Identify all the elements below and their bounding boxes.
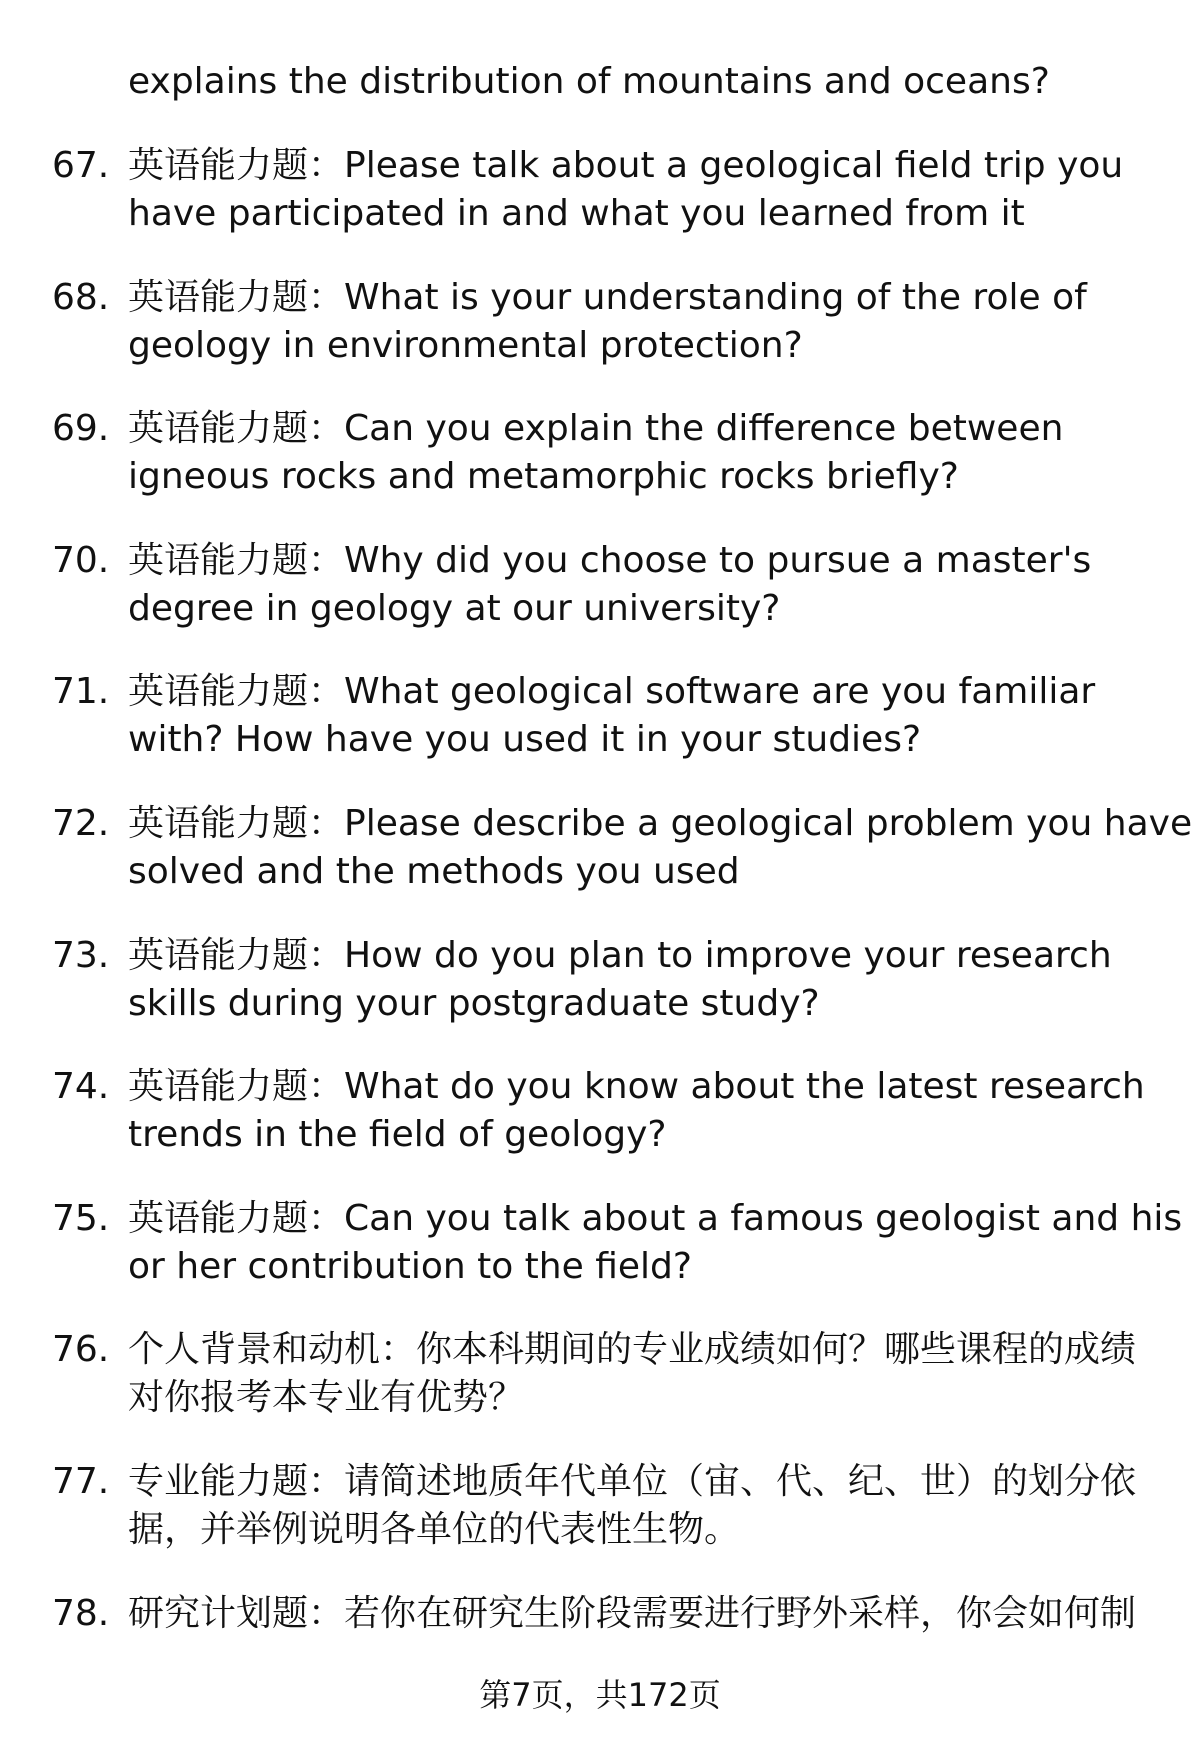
question-line: 英语能力题：How do you plan to improve your research xyxy=(128,934,1112,976)
question-number: 74. xyxy=(52,1066,110,1108)
question-line: 英语能力题：Please talk about a geological field trip you xyxy=(128,145,1124,186)
question-item xyxy=(0,142,1200,274)
question-text xyxy=(128,405,1158,501)
question-line: 英语能力题：What is your understanding of the role of xyxy=(128,276,1087,318)
question-text xyxy=(128,1326,1158,1422)
question-number: 76. xyxy=(52,1329,110,1371)
question-text xyxy=(128,1063,1158,1159)
question-item xyxy=(0,800,1200,932)
question-item xyxy=(0,932,1200,1064)
question-line: 英语能力题：Can you talk about a famous geologist and his xyxy=(128,1197,1183,1239)
question-text xyxy=(128,1458,1158,1554)
question-line: 英语能力题：Can you explain the difference between xyxy=(128,408,1064,450)
continuation-line: explains the distribution of mountains and oceans? xyxy=(128,61,1050,102)
question-line: trends in the field of geology? xyxy=(128,1114,667,1156)
question-number: 77. xyxy=(52,1460,110,1502)
question-number: 71. xyxy=(52,671,110,713)
question-line: 英语能力题：Please describe a geological problem you have xyxy=(128,802,1193,844)
question-line: or her contribution to the field? xyxy=(128,1245,692,1287)
question-number: 78. xyxy=(52,1592,110,1634)
question-item xyxy=(0,274,1200,406)
question-item xyxy=(0,668,1200,800)
question-item xyxy=(0,1063,1200,1195)
question-line: 研究计划题：若你在研究生阶段需要进行野外采样，你会如何制 xyxy=(128,1592,1137,1634)
question-line: with? How have you used it in your studies? xyxy=(128,719,922,761)
question-line: 据，并举例说明各单位的代表性生物。 xyxy=(128,1508,741,1550)
question-text xyxy=(128,1195,1183,1291)
question-line: skills during your postgraduate study? xyxy=(128,982,820,1024)
question-text xyxy=(128,668,1158,764)
question-number: 73. xyxy=(52,934,110,976)
question-number: 72. xyxy=(52,802,110,844)
question-number: 68. xyxy=(52,276,110,318)
question-text xyxy=(128,537,1158,633)
question-text xyxy=(128,142,1158,238)
question-line: geology in environmental protection? xyxy=(128,324,803,366)
question-item xyxy=(0,1326,1200,1458)
question-line: 英语能力题：What geological software are you familiar xyxy=(128,671,1096,713)
question-text xyxy=(128,800,1193,896)
question-text xyxy=(128,1590,1158,1638)
question-line: 对你报考本专业有优势？ xyxy=(128,1377,525,1419)
question-number: 67. xyxy=(52,145,110,186)
page-footer: 第7页，共172页 xyxy=(479,1676,721,1714)
question-line: 个人背景和动机：你本科期间的专业成绩如何？哪些课程的成绩 xyxy=(128,1329,1137,1371)
question-number: 70. xyxy=(52,539,110,581)
question-list xyxy=(0,142,1200,1721)
question-item xyxy=(0,405,1200,537)
question-item xyxy=(0,1195,1200,1327)
question-line: solved and the methods you used xyxy=(128,850,740,892)
question-number: 69. xyxy=(52,408,110,450)
question-line: 英语能力题：What do you know about the latest research xyxy=(128,1066,1145,1108)
question-item xyxy=(0,537,1200,669)
question-text xyxy=(128,932,1158,1028)
question-number: 75. xyxy=(52,1197,110,1239)
question-text xyxy=(128,274,1158,370)
question-line: 专业能力题：请简述地质年代单位（宙、代、纪、世）的划分依 xyxy=(128,1460,1137,1502)
question-line: 英语能力题：Why did you choose to pursue a master's xyxy=(128,539,1092,581)
question-item xyxy=(0,1458,1200,1590)
question-line: degree in geology at our university? xyxy=(128,587,781,629)
question-line: igneous rocks and metamorphic rocks briefly? xyxy=(128,456,959,498)
question-line: have participated in and what you learned from it xyxy=(128,193,1025,234)
